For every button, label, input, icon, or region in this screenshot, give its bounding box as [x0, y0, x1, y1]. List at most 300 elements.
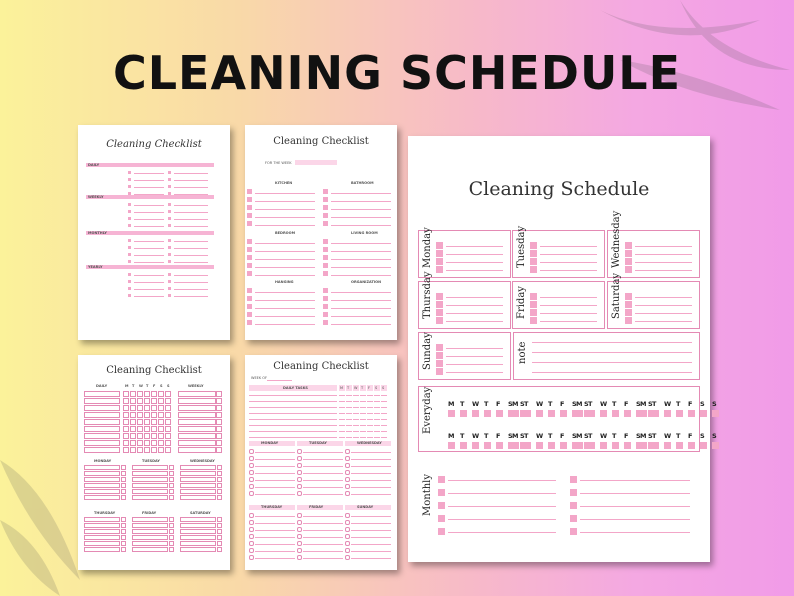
checkbox[interactable] [247, 247, 252, 252]
checkbox[interactable] [121, 541, 126, 546]
checkbox[interactable] [576, 442, 583, 449]
checkbox[interactable] [530, 317, 537, 324]
task-row[interactable] [180, 529, 216, 534]
checkbox[interactable] [297, 520, 302, 525]
checkbox[interactable] [249, 555, 254, 560]
checkbox[interactable] [588, 442, 595, 449]
checkbox[interactable] [128, 224, 131, 227]
checkbox[interactable] [297, 449, 302, 454]
checkbox[interactable] [121, 547, 126, 552]
checkbox[interactable] [530, 309, 537, 316]
checkbox[interactable] [436, 309, 443, 316]
checkbox[interactable] [137, 391, 143, 397]
task-row[interactable] [180, 471, 216, 476]
checkbox[interactable] [217, 523, 222, 528]
checkbox[interactable] [664, 410, 671, 417]
checkbox[interactable] [576, 410, 583, 417]
checkbox[interactable] [249, 534, 254, 539]
checkbox[interactable] [664, 442, 671, 449]
checkbox[interactable] [640, 442, 647, 449]
task-row[interactable] [180, 477, 216, 482]
checkbox[interactable] [144, 391, 150, 397]
checkbox[interactable] [560, 442, 567, 449]
checkbox[interactable] [169, 517, 174, 522]
checkbox[interactable] [168, 178, 171, 181]
checkbox[interactable] [625, 266, 632, 273]
task-row[interactable] [132, 517, 168, 522]
checkbox[interactable] [249, 541, 254, 546]
checkbox[interactable] [169, 471, 174, 476]
checkbox[interactable] [323, 304, 328, 309]
checkbox[interactable] [612, 442, 619, 449]
checkbox[interactable] [625, 309, 632, 316]
checkbox[interactable] [247, 255, 252, 260]
checkbox[interactable] [217, 517, 222, 522]
checkbox[interactable] [536, 410, 543, 417]
checkbox[interactable] [151, 405, 157, 411]
task-row[interactable] [84, 477, 120, 482]
checkbox[interactable] [165, 405, 171, 411]
checkbox[interactable] [130, 440, 136, 446]
checkbox[interactable] [247, 189, 252, 194]
checkbox[interactable] [121, 477, 126, 482]
task-row[interactable] [180, 523, 216, 528]
checkbox[interactable] [137, 405, 143, 411]
checkbox[interactable] [530, 266, 537, 273]
checkbox[interactable] [168, 273, 171, 276]
checkbox[interactable] [345, 491, 350, 496]
task-row[interactable] [178, 447, 216, 453]
checkbox[interactable] [144, 433, 150, 439]
checkbox[interactable] [121, 489, 126, 494]
checkbox[interactable] [121, 529, 126, 534]
checkbox[interactable] [123, 419, 129, 425]
checkbox[interactable] [247, 320, 252, 325]
checkbox[interactable] [158, 405, 164, 411]
checkbox[interactable] [436, 360, 443, 367]
checkbox[interactable] [688, 410, 695, 417]
task-row[interactable] [84, 405, 120, 411]
checkbox[interactable] [168, 203, 171, 206]
checkbox[interactable] [640, 410, 647, 417]
checkbox[interactable] [130, 433, 136, 439]
checkbox[interactable] [249, 484, 254, 489]
checkbox[interactable] [168, 217, 171, 220]
checkbox[interactable] [165, 447, 171, 453]
task-row[interactable] [84, 495, 120, 500]
checkbox[interactable] [217, 495, 222, 500]
checkbox[interactable] [168, 253, 171, 256]
task-row[interactable] [178, 412, 216, 418]
checkbox[interactable] [345, 541, 350, 546]
checkbox[interactable] [130, 398, 136, 404]
task-row[interactable] [180, 489, 216, 494]
checkbox[interactable] [151, 440, 157, 446]
checkbox[interactable] [249, 548, 254, 553]
task-row[interactable] [84, 535, 120, 540]
checkbox[interactable] [144, 405, 150, 411]
checkbox[interactable] [297, 484, 302, 489]
checkbox[interactable] [169, 535, 174, 540]
checkbox[interactable] [128, 294, 131, 297]
checkbox[interactable] [323, 221, 328, 226]
checkbox[interactable] [297, 555, 302, 560]
checkbox[interactable] [121, 465, 126, 470]
checkbox[interactable] [512, 442, 519, 449]
checkbox[interactable] [216, 440, 222, 446]
checkbox[interactable] [151, 398, 157, 404]
checkbox[interactable] [249, 470, 254, 475]
checkbox[interactable] [158, 426, 164, 432]
checkbox[interactable] [247, 271, 252, 276]
checkbox[interactable] [624, 410, 631, 417]
checkbox[interactable] [151, 412, 157, 418]
checkbox[interactable] [345, 534, 350, 539]
checkbox[interactable] [472, 410, 479, 417]
checkbox[interactable] [168, 280, 171, 283]
checkbox[interactable] [130, 447, 136, 453]
checkbox[interactable] [128, 239, 131, 242]
checkbox[interactable] [130, 426, 136, 432]
checkbox[interactable] [297, 541, 302, 546]
checkbox[interactable] [436, 352, 443, 359]
checkbox[interactable] [217, 483, 222, 488]
task-row[interactable] [132, 523, 168, 528]
checkbox[interactable] [323, 263, 328, 268]
checkbox[interactable] [530, 301, 537, 308]
checkbox[interactable] [168, 185, 171, 188]
checkbox[interactable] [158, 447, 164, 453]
checkbox[interactable] [169, 547, 174, 552]
checkbox[interactable] [460, 410, 467, 417]
checkbox[interactable] [247, 296, 252, 301]
checkbox[interactable] [625, 250, 632, 257]
checkbox[interactable] [438, 489, 445, 496]
task-row[interactable] [84, 398, 120, 404]
task-row[interactable] [132, 489, 168, 494]
checkbox[interactable] [169, 489, 174, 494]
checkbox[interactable] [323, 205, 328, 210]
checkbox[interactable] [151, 447, 157, 453]
checkbox[interactable] [128, 171, 131, 174]
checkbox[interactable] [128, 203, 131, 206]
checkbox[interactable] [297, 456, 302, 461]
task-row[interactable] [84, 419, 120, 425]
checkbox[interactable] [436, 344, 443, 351]
checkbox[interactable] [548, 442, 555, 449]
checkbox[interactable] [438, 476, 445, 483]
checkbox[interactable] [169, 541, 174, 546]
checkbox[interactable] [123, 398, 129, 404]
checkbox[interactable] [137, 440, 143, 446]
checkbox[interactable] [247, 288, 252, 293]
checkbox[interactable] [530, 293, 537, 300]
checkbox[interactable] [144, 447, 150, 453]
checkbox[interactable] [151, 426, 157, 432]
checkbox[interactable] [436, 258, 443, 265]
checkbox[interactable] [168, 260, 171, 263]
checkbox[interactable] [625, 317, 632, 324]
checkbox[interactable] [216, 412, 222, 418]
checkbox[interactable] [652, 442, 659, 449]
checkbox[interactable] [144, 440, 150, 446]
checkbox[interactable] [165, 412, 171, 418]
checkbox[interactable] [169, 495, 174, 500]
task-row[interactable] [84, 433, 120, 439]
checkbox[interactable] [217, 535, 222, 540]
task-row[interactable] [84, 529, 120, 534]
checkbox[interactable] [151, 391, 157, 397]
checkbox[interactable] [249, 463, 254, 468]
checkbox[interactable] [249, 477, 254, 482]
checkbox[interactable] [168, 239, 171, 242]
checkbox[interactable] [512, 410, 519, 417]
checkbox[interactable] [168, 294, 171, 297]
checkbox[interactable] [249, 449, 254, 454]
checkbox[interactable] [121, 523, 126, 528]
checkbox[interactable] [345, 555, 350, 560]
checkbox[interactable] [247, 213, 252, 218]
task-row[interactable] [180, 517, 216, 522]
checkbox[interactable] [216, 419, 222, 425]
checkbox[interactable] [247, 304, 252, 309]
task-row[interactable] [132, 477, 168, 482]
checkbox[interactable] [712, 442, 719, 449]
checkbox[interactable] [536, 442, 543, 449]
checkbox[interactable] [588, 410, 595, 417]
checkbox[interactable] [448, 410, 455, 417]
task-row[interactable] [132, 495, 168, 500]
checkbox[interactable] [570, 528, 577, 535]
task-row[interactable] [132, 535, 168, 540]
checkbox[interactable] [165, 398, 171, 404]
checkbox[interactable] [496, 442, 503, 449]
checkbox[interactable] [128, 210, 131, 213]
checkbox[interactable] [217, 477, 222, 482]
task-row[interactable] [132, 541, 168, 546]
checkbox[interactable] [144, 419, 150, 425]
checkbox[interactable] [168, 171, 171, 174]
checkbox[interactable] [323, 320, 328, 325]
checkbox[interactable] [216, 405, 222, 411]
checkbox[interactable] [297, 463, 302, 468]
checkbox[interactable] [169, 483, 174, 488]
checkbox[interactable] [247, 205, 252, 210]
checkbox[interactable] [247, 312, 252, 317]
checkbox[interactable] [438, 502, 445, 509]
checkbox[interactable] [165, 419, 171, 425]
checkbox[interactable] [600, 442, 607, 449]
task-row[interactable] [178, 405, 216, 411]
task-row[interactable] [84, 391, 120, 397]
checkbox[interactable] [168, 287, 171, 290]
checkbox[interactable] [217, 471, 222, 476]
checkbox[interactable] [169, 477, 174, 482]
checkbox[interactable] [128, 253, 131, 256]
checkbox[interactable] [216, 447, 222, 453]
checkbox[interactable] [121, 535, 126, 540]
task-row[interactable] [180, 541, 216, 546]
checkbox[interactable] [624, 442, 631, 449]
task-row[interactable] [84, 426, 120, 432]
task-row[interactable] [180, 535, 216, 540]
checkbox[interactable] [436, 250, 443, 257]
checkbox[interactable] [158, 433, 164, 439]
checkbox[interactable] [323, 239, 328, 244]
task-row[interactable] [180, 547, 216, 552]
checkbox[interactable] [123, 426, 129, 432]
checkbox[interactable] [217, 547, 222, 552]
checkbox[interactable] [144, 412, 150, 418]
checkbox[interactable] [169, 523, 174, 528]
task-row[interactable] [180, 465, 216, 470]
task-row[interactable] [84, 489, 120, 494]
checkbox[interactable] [217, 541, 222, 546]
checkbox[interactable] [323, 213, 328, 218]
checkbox[interactable] [137, 433, 143, 439]
checkbox[interactable] [436, 301, 443, 308]
checkbox[interactable] [137, 419, 143, 425]
checkbox[interactable] [123, 412, 129, 418]
checkbox[interactable] [137, 447, 143, 453]
checkbox[interactable] [247, 239, 252, 244]
task-row[interactable] [178, 426, 216, 432]
task-row[interactable] [178, 440, 216, 446]
checkbox[interactable] [165, 440, 171, 446]
checkbox[interactable] [217, 529, 222, 534]
checkbox[interactable] [436, 317, 443, 324]
checkbox[interactable] [158, 398, 164, 404]
checkbox[interactable] [121, 517, 126, 522]
checkbox[interactable] [123, 405, 129, 411]
checkbox[interactable] [688, 442, 695, 449]
task-row[interactable] [84, 440, 120, 446]
checkbox[interactable] [345, 520, 350, 525]
task-row[interactable] [132, 483, 168, 488]
checkbox[interactable] [297, 548, 302, 553]
checkbox[interactable] [438, 528, 445, 535]
checkbox[interactable] [460, 442, 467, 449]
checkbox[interactable] [130, 419, 136, 425]
checkbox[interactable] [345, 527, 350, 532]
checkbox[interactable] [137, 398, 143, 404]
checkbox[interactable] [168, 246, 171, 249]
checkbox[interactable] [323, 296, 328, 301]
checkbox[interactable] [496, 410, 503, 417]
checkbox[interactable] [484, 410, 491, 417]
task-row[interactable] [84, 483, 120, 488]
checkbox[interactable] [484, 442, 491, 449]
checkbox[interactable] [297, 513, 302, 518]
task-row[interactable] [180, 483, 216, 488]
task-row[interactable] [84, 471, 120, 476]
checkbox[interactable] [165, 391, 171, 397]
task-row[interactable] [180, 495, 216, 500]
task-row[interactable] [132, 465, 168, 470]
checkbox[interactable] [625, 293, 632, 300]
task-row[interactable] [84, 412, 120, 418]
checkbox[interactable] [625, 258, 632, 265]
checkbox[interactable] [128, 185, 131, 188]
task-row[interactable] [178, 433, 216, 439]
checkbox[interactable] [345, 470, 350, 475]
checkbox[interactable] [345, 477, 350, 482]
checkbox[interactable] [676, 442, 683, 449]
checkbox[interactable] [345, 548, 350, 553]
checkbox[interactable] [128, 280, 131, 283]
checkbox[interactable] [137, 426, 143, 432]
checkbox[interactable] [130, 405, 136, 411]
task-row[interactable] [132, 529, 168, 534]
checkbox[interactable] [169, 465, 174, 470]
task-row[interactable] [84, 547, 120, 552]
checkbox[interactable] [247, 197, 252, 202]
checkbox[interactable] [128, 246, 131, 249]
task-row[interactable] [178, 391, 216, 397]
checkbox[interactable] [128, 273, 131, 276]
task-row[interactable] [84, 523, 120, 528]
checkbox[interactable] [169, 529, 174, 534]
checkbox[interactable] [165, 426, 171, 432]
task-row[interactable] [84, 447, 120, 453]
checkbox[interactable] [128, 178, 131, 181]
checkbox[interactable] [121, 483, 126, 488]
checkbox[interactable] [548, 410, 555, 417]
checkbox[interactable] [436, 266, 443, 273]
checkbox[interactable] [436, 242, 443, 249]
checkbox[interactable] [345, 463, 350, 468]
checkbox[interactable] [524, 410, 531, 417]
checkbox[interactable] [158, 391, 164, 397]
checkbox[interactable] [560, 410, 567, 417]
checkbox[interactable] [297, 534, 302, 539]
checkbox[interactable] [249, 513, 254, 518]
checkbox[interactable] [158, 412, 164, 418]
checkbox[interactable] [530, 242, 537, 249]
checkbox[interactable] [216, 426, 222, 432]
checkbox[interactable] [530, 258, 537, 265]
checkbox[interactable] [297, 477, 302, 482]
checkbox[interactable] [570, 515, 577, 522]
checkbox[interactable] [700, 442, 707, 449]
task-row[interactable] [132, 471, 168, 476]
checkbox[interactable] [158, 419, 164, 425]
checkbox[interactable] [436, 293, 443, 300]
checkbox[interactable] [700, 410, 707, 417]
checkbox[interactable] [323, 312, 328, 317]
checkbox[interactable] [323, 247, 328, 252]
checkbox[interactable] [217, 489, 222, 494]
checkbox[interactable] [612, 410, 619, 417]
checkbox[interactable] [345, 449, 350, 454]
checkbox[interactable] [123, 433, 129, 439]
task-row[interactable] [84, 541, 120, 546]
checkbox[interactable] [524, 442, 531, 449]
checkbox[interactable] [570, 476, 577, 483]
checkbox[interactable] [652, 410, 659, 417]
checkbox[interactable] [247, 221, 252, 226]
task-row[interactable] [84, 465, 120, 470]
task-row[interactable] [178, 419, 216, 425]
checkbox[interactable] [165, 433, 171, 439]
checkbox[interactable] [128, 260, 131, 263]
task-row[interactable] [132, 547, 168, 552]
checkbox[interactable] [216, 398, 222, 404]
checkbox[interactable] [600, 410, 607, 417]
checkbox[interactable] [216, 433, 222, 439]
checkbox[interactable] [625, 301, 632, 308]
checkbox[interactable] [472, 442, 479, 449]
